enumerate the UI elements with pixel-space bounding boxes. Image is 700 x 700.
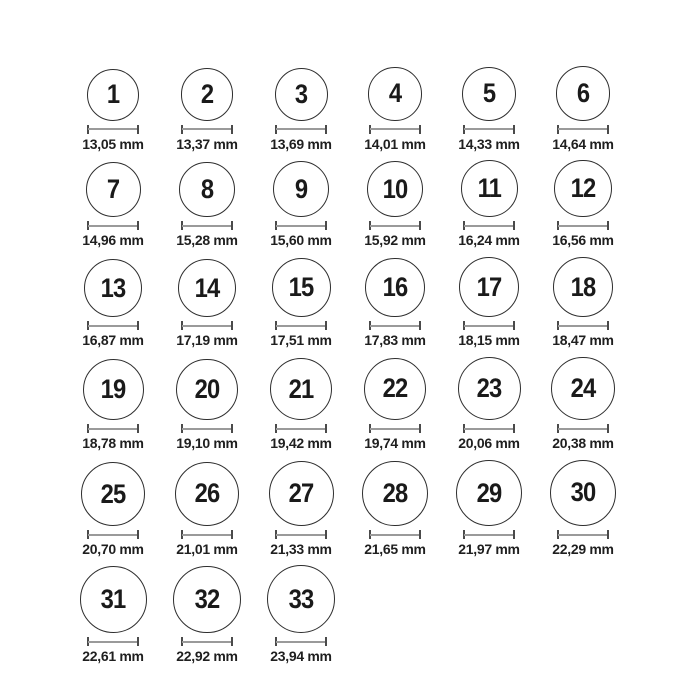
measure-tick-right-icon bbox=[231, 530, 233, 539]
diameter-measure-line bbox=[557, 530, 609, 539]
diameter-label: 20,38 mm bbox=[552, 435, 614, 452]
ring-size-cell bbox=[160, 259, 254, 349]
ring-circle bbox=[461, 160, 518, 217]
ring-size-cell bbox=[442, 160, 536, 248]
measure-tick-right-icon bbox=[137, 321, 139, 330]
diameter-measure-line bbox=[557, 125, 609, 134]
diameter-label: 15,92 mm bbox=[364, 232, 426, 249]
ring-size-cell bbox=[160, 68, 254, 152]
ring-circle bbox=[458, 357, 521, 420]
measure-tick-right-icon bbox=[419, 221, 421, 230]
diameter-label: 15,28 mm bbox=[176, 232, 238, 249]
diameter-label: 16,56 mm bbox=[552, 232, 614, 249]
ring-size-number: 28 bbox=[382, 477, 408, 508]
measure-tick-right-icon bbox=[137, 637, 139, 646]
ring-size-number: 27 bbox=[288, 478, 314, 509]
ring-circle bbox=[459, 257, 519, 317]
ring-size-cell bbox=[160, 462, 254, 558]
measure-tick-right-icon bbox=[325, 125, 327, 134]
measure-bar bbox=[276, 128, 326, 130]
measure-bar bbox=[88, 325, 138, 327]
measure-tick-right-icon bbox=[419, 530, 421, 539]
diameter-label: 17,19 mm bbox=[176, 332, 238, 349]
measure-tick-right-icon bbox=[513, 221, 515, 230]
measure-tick-right-icon bbox=[419, 321, 421, 330]
ring-size-number: 23 bbox=[476, 373, 502, 404]
ring-size-number: 15 bbox=[288, 272, 314, 303]
diameter-measure-line bbox=[369, 221, 421, 230]
diameter-label: 17,83 mm bbox=[364, 332, 426, 349]
measure-tick-right-icon bbox=[607, 125, 609, 134]
ring-circle bbox=[81, 462, 145, 526]
ring-size-cell bbox=[536, 66, 630, 152]
diameter-measure-line bbox=[275, 321, 327, 330]
diameter-measure-line bbox=[463, 321, 515, 330]
diameter-measure-line bbox=[557, 321, 609, 330]
measure-tick-right-icon bbox=[231, 221, 233, 230]
diameter-label: 14,96 mm bbox=[82, 232, 144, 249]
diameter-measure-line bbox=[181, 424, 233, 433]
ring-size-cell bbox=[442, 257, 536, 348]
diameter-measure-line bbox=[181, 637, 233, 646]
diameter-measure-line bbox=[369, 321, 421, 330]
ring-circle bbox=[365, 258, 425, 318]
diameter-label: 23,94 mm bbox=[270, 648, 332, 665]
measure-tick-right-icon bbox=[231, 424, 233, 433]
ring-circle bbox=[83, 359, 144, 420]
diameter-label: 20,70 mm bbox=[82, 541, 144, 558]
diameter-measure-line bbox=[369, 125, 421, 134]
ring-circle bbox=[175, 462, 240, 527]
ring-size-cell bbox=[254, 358, 348, 451]
measure-tick-right-icon bbox=[231, 125, 233, 134]
ring-size-cell bbox=[442, 357, 536, 451]
ring-size-row bbox=[66, 66, 700, 152]
diameter-label: 21,33 mm bbox=[270, 541, 332, 558]
ring-size-number: 5 bbox=[482, 78, 496, 108]
ring-size-number: 13 bbox=[100, 272, 126, 303]
ring-size-row bbox=[66, 357, 700, 452]
ring-size-number: 17 bbox=[476, 271, 502, 302]
ring-circle bbox=[556, 66, 611, 121]
ring-size-number: 1 bbox=[106, 79, 120, 109]
ring-size-cell bbox=[254, 68, 348, 152]
diameter-measure-line bbox=[275, 125, 327, 134]
ring-size-cell bbox=[348, 358, 442, 452]
measure-bar bbox=[370, 428, 420, 430]
ring-circle bbox=[456, 460, 522, 526]
ring-circle bbox=[551, 357, 615, 421]
diameter-label: 14,33 mm bbox=[458, 135, 520, 152]
diameter-label: 17,51 mm bbox=[270, 332, 332, 349]
measure-tick-right-icon bbox=[325, 424, 327, 433]
ring-size-cell bbox=[348, 161, 442, 249]
ring-size-number: 6 bbox=[576, 77, 590, 108]
measure-tick-right-icon bbox=[325, 530, 327, 539]
ring-circle bbox=[269, 461, 334, 526]
diameter-label: 13,05 mm bbox=[82, 135, 144, 152]
diameter-measure-line bbox=[275, 530, 327, 539]
measure-bar bbox=[276, 325, 326, 327]
diameter-label: 18,47 mm bbox=[552, 332, 614, 349]
ring-size-number: 4 bbox=[388, 78, 402, 109]
measure-tick-right-icon bbox=[137, 221, 139, 230]
ring-circle bbox=[550, 460, 617, 527]
ring-size-number: 16 bbox=[382, 272, 408, 303]
diameter-label: 21,97 mm bbox=[458, 541, 520, 558]
measure-bar bbox=[464, 128, 514, 130]
measure-bar bbox=[88, 428, 138, 430]
measure-bar bbox=[276, 641, 326, 643]
ring-size-cell bbox=[160, 359, 254, 452]
diameter-measure-line bbox=[181, 125, 233, 134]
ring-size-cell bbox=[66, 162, 160, 248]
ring-size-cell bbox=[536, 160, 630, 249]
diameter-measure-line bbox=[275, 637, 327, 646]
ring-size-number: 32 bbox=[194, 584, 220, 615]
ring-size-number: 9 bbox=[294, 173, 308, 204]
measure-tick-right-icon bbox=[419, 125, 421, 134]
ring-size-cell bbox=[254, 258, 348, 348]
ring-circle bbox=[173, 566, 241, 634]
ring-size-cell bbox=[442, 460, 536, 557]
ring-size-number: 2 bbox=[200, 78, 214, 109]
diameter-measure-line bbox=[181, 321, 233, 330]
diameter-label: 22,92 mm bbox=[176, 648, 238, 665]
measure-bar bbox=[182, 428, 232, 430]
ring-size-cell bbox=[160, 162, 254, 249]
diameter-label: 13,37 mm bbox=[176, 135, 238, 152]
measure-bar bbox=[558, 428, 608, 430]
diameter-measure-line bbox=[463, 424, 515, 433]
ring-size-cell bbox=[254, 461, 348, 557]
ring-size-cell bbox=[442, 67, 536, 152]
measure-tick-right-icon bbox=[137, 424, 139, 433]
measure-tick-right-icon bbox=[513, 424, 515, 433]
measure-bar bbox=[276, 225, 326, 227]
measure-bar bbox=[370, 225, 420, 227]
ring-size-row bbox=[66, 160, 700, 249]
measure-tick-right-icon bbox=[231, 321, 233, 330]
diameter-measure-line bbox=[463, 530, 515, 539]
ring-size-number: 19 bbox=[100, 374, 126, 405]
ring-size-number: 26 bbox=[194, 478, 220, 509]
ring-size-row bbox=[66, 257, 700, 349]
measure-bar bbox=[182, 325, 232, 327]
ring-size-number: 30 bbox=[570, 477, 596, 508]
measure-bar bbox=[276, 428, 326, 430]
diameter-label: 13,69 mm bbox=[270, 135, 332, 152]
diameter-measure-line bbox=[557, 424, 609, 433]
measure-bar bbox=[558, 534, 608, 536]
ring-size-number: 29 bbox=[476, 477, 502, 508]
measure-bar bbox=[464, 325, 514, 327]
measure-tick-right-icon bbox=[607, 321, 609, 330]
diameter-label: 18,15 mm bbox=[458, 332, 520, 349]
measure-tick-right-icon bbox=[325, 321, 327, 330]
ring-circle bbox=[270, 358, 332, 420]
ring-size-number: 22 bbox=[382, 373, 408, 404]
ring-size-cell bbox=[66, 259, 160, 348]
ring-circle bbox=[273, 161, 329, 217]
measure-bar bbox=[558, 325, 608, 327]
ring-size-number: 21 bbox=[288, 373, 314, 404]
ring-circle bbox=[84, 259, 142, 317]
measure-tick-right-icon bbox=[607, 221, 609, 230]
ring-size-cell bbox=[66, 566, 160, 664]
diameter-measure-line bbox=[87, 637, 139, 646]
measure-bar bbox=[370, 325, 420, 327]
diameter-label: 20,06 mm bbox=[458, 435, 520, 452]
ring-circle bbox=[178, 259, 237, 318]
ring-size-number: 25 bbox=[100, 478, 126, 509]
ring-size-cell bbox=[348, 461, 442, 558]
diameter-label: 19,42 mm bbox=[270, 435, 332, 452]
ring-circle bbox=[364, 358, 427, 421]
diameter-measure-line bbox=[369, 424, 421, 433]
ring-size-number: 33 bbox=[288, 583, 314, 614]
diameter-label: 22,29 mm bbox=[552, 541, 614, 558]
diameter-measure-line bbox=[181, 221, 233, 230]
measure-bar bbox=[464, 225, 514, 227]
diameter-measure-line bbox=[87, 530, 139, 539]
diameter-label: 16,24 mm bbox=[458, 232, 520, 249]
diameter-measure-line bbox=[181, 530, 233, 539]
diameter-measure-line bbox=[87, 321, 139, 330]
diameter-measure-line bbox=[463, 221, 515, 230]
diameter-measure-line bbox=[275, 221, 327, 230]
measure-bar bbox=[276, 534, 326, 536]
diameter-label: 21,01 mm bbox=[176, 541, 238, 558]
ring-size-cell bbox=[348, 258, 442, 349]
measure-bar bbox=[464, 534, 514, 536]
ring-circle bbox=[272, 258, 331, 317]
ring-size-cell bbox=[66, 462, 160, 557]
measure-bar bbox=[182, 225, 232, 227]
diameter-label: 19,10 mm bbox=[176, 435, 238, 452]
ring-size-cell bbox=[160, 566, 254, 665]
measure-bar bbox=[88, 225, 138, 227]
measure-bar bbox=[370, 534, 420, 536]
diameter-label: 16,87 mm bbox=[82, 332, 144, 349]
ring-circle bbox=[181, 68, 234, 121]
diameter-label: 21,65 mm bbox=[364, 541, 426, 558]
measure-bar bbox=[370, 128, 420, 130]
diameter-label: 14,64 mm bbox=[552, 135, 614, 152]
measure-tick-right-icon bbox=[513, 125, 515, 134]
ring-size-cell bbox=[66, 359, 160, 451]
diameter-label: 22,61 mm bbox=[82, 648, 144, 665]
measure-bar bbox=[88, 641, 138, 643]
ring-size-cell bbox=[254, 161, 348, 248]
measure-bar bbox=[558, 225, 608, 227]
ring-size-cell bbox=[536, 257, 630, 349]
diameter-measure-line bbox=[87, 125, 139, 134]
ring-size-number: 14 bbox=[194, 272, 220, 303]
ring-size-number: 7 bbox=[106, 174, 120, 205]
measure-bar bbox=[182, 534, 232, 536]
ring-circle bbox=[179, 162, 235, 218]
ring-size-number: 20 bbox=[194, 373, 220, 404]
diameter-measure-line bbox=[557, 221, 609, 230]
diameter-measure-line bbox=[463, 125, 515, 134]
ring-circle bbox=[367, 161, 424, 218]
measure-bar bbox=[464, 428, 514, 430]
measure-tick-right-icon bbox=[607, 530, 609, 539]
measure-tick-right-icon bbox=[419, 424, 421, 433]
measure-tick-right-icon bbox=[607, 424, 609, 433]
diameter-measure-line bbox=[87, 424, 139, 433]
ring-size-number: 18 bbox=[570, 271, 596, 302]
ring-size-cell bbox=[66, 69, 160, 152]
diameter-label: 18,78 mm bbox=[82, 435, 144, 452]
diameter-measure-line bbox=[87, 221, 139, 230]
ring-circle bbox=[275, 68, 328, 121]
ring-size-cell bbox=[254, 565, 348, 664]
ring-circle bbox=[553, 257, 614, 318]
ring-size-number: 10 bbox=[382, 173, 408, 204]
ring-size-number: 12 bbox=[570, 173, 596, 204]
measure-tick-right-icon bbox=[137, 125, 139, 134]
measure-tick-right-icon bbox=[231, 637, 233, 646]
ring-size-row bbox=[66, 565, 700, 664]
measure-tick-right-icon bbox=[137, 530, 139, 539]
ring-circle bbox=[368, 67, 422, 121]
ring-size-cell bbox=[536, 357, 630, 452]
ring-size-number: 24 bbox=[570, 372, 596, 403]
ring-size-number: 31 bbox=[100, 584, 126, 615]
ring-size-number: 11 bbox=[477, 173, 501, 204]
diameter-label: 14,01 mm bbox=[364, 135, 426, 152]
ring-size-number: 8 bbox=[200, 174, 214, 205]
measure-bar bbox=[558, 128, 608, 130]
measure-tick-right-icon bbox=[513, 530, 515, 539]
measure-bar bbox=[88, 534, 138, 536]
ring-circle bbox=[462, 67, 516, 121]
measure-tick-right-icon bbox=[513, 321, 515, 330]
ring-circle bbox=[87, 69, 139, 121]
diameter-label: 19,74 mm bbox=[364, 435, 426, 452]
ring-size-cell bbox=[536, 460, 630, 558]
ring-circle bbox=[86, 162, 141, 217]
diameter-measure-line bbox=[275, 424, 327, 433]
ring-size-cell bbox=[348, 67, 442, 152]
ring-circle bbox=[362, 461, 428, 527]
ring-size-row bbox=[66, 460, 700, 558]
ring-size-number: 3 bbox=[294, 78, 308, 109]
ring-circle bbox=[267, 565, 335, 633]
measure-tick-right-icon bbox=[325, 221, 327, 230]
measure-tick-right-icon bbox=[325, 637, 327, 646]
diameter-measure-line bbox=[369, 530, 421, 539]
ring-circle bbox=[80, 566, 147, 633]
measure-bar bbox=[182, 641, 232, 643]
ring-circle bbox=[554, 160, 612, 218]
diameter-label: 15,60 mm bbox=[270, 232, 332, 249]
measure-bar bbox=[182, 128, 232, 130]
ring-circle bbox=[176, 359, 238, 421]
measure-bar bbox=[88, 128, 138, 130]
